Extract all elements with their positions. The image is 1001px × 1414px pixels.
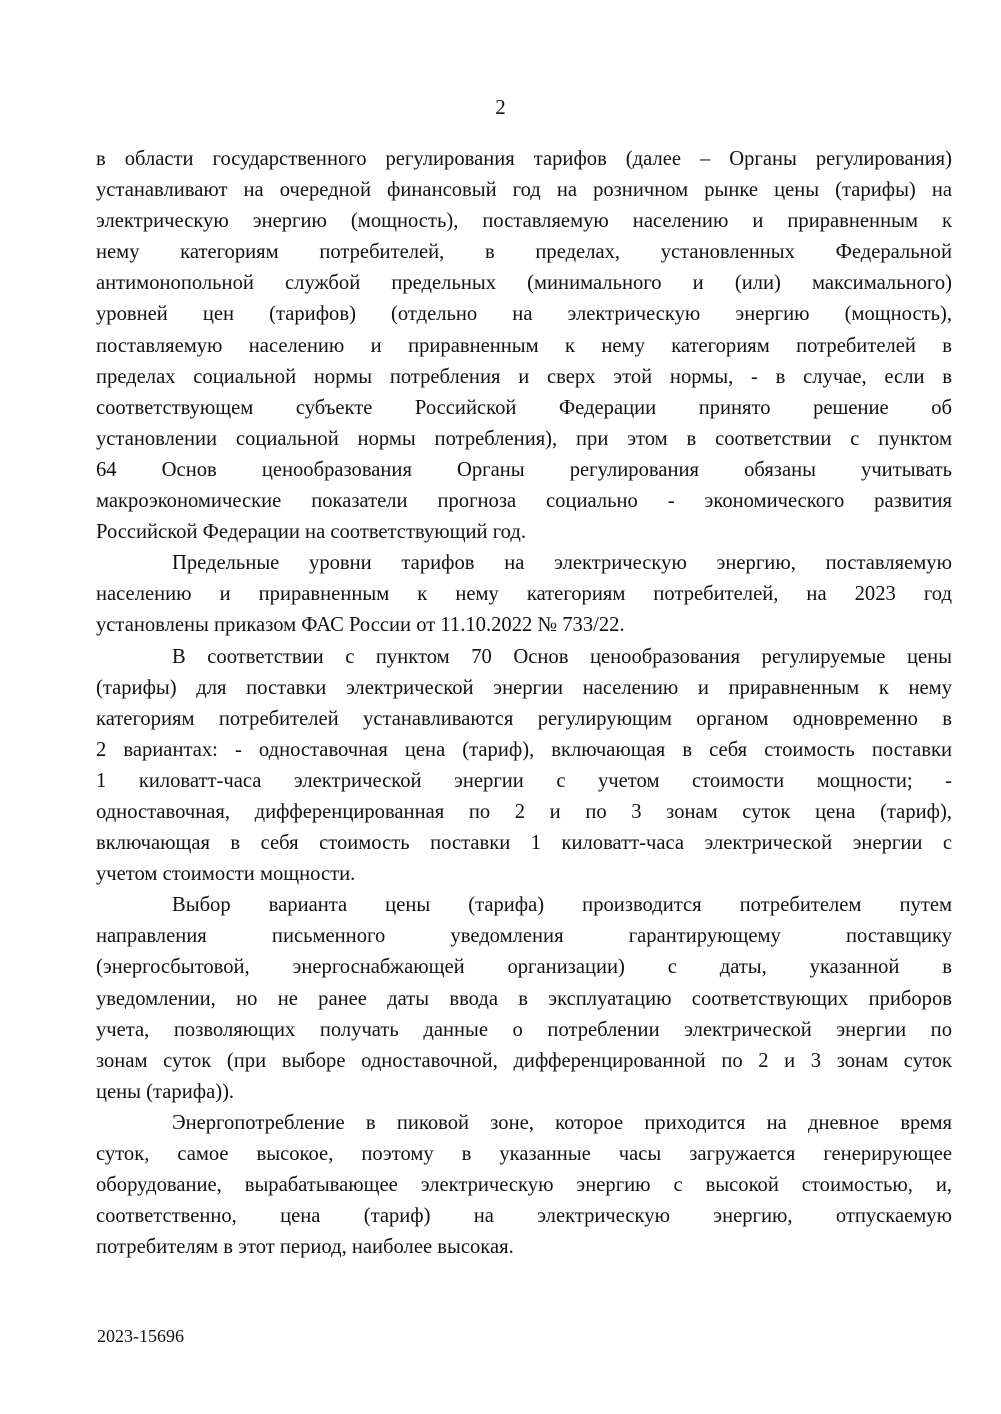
paragraph-line: уведомлении, но не ранее даты ввода в эксплуатацию соответствующих приборов	[96, 987, 952, 1010]
document-registration-number: 2023-15696	[97, 1326, 184, 1346]
paragraph	[96, 642, 952, 891]
paragraph-line: оборудование, вырабатывающее электрическую энергию с высокой стоимостью, и,	[96, 1174, 952, 1197]
paragraph	[96, 1108, 952, 1263]
paragraph-line: 64 Основ ценообразования Органы регулирования обязаны учитывать	[96, 458, 952, 481]
paragraph-line: установлении социальной нормы потребления), при этом в соответствии с пунктом	[96, 427, 952, 450]
paragraph-line: уровней цен (тарифов) (отдельно на электрическую энергию (мощность),	[96, 303, 952, 326]
paragraph-line: В соответствии с пунктом 70 Основ ценообразования регулируемые цены	[172, 645, 952, 668]
paragraph-line: Выбор варианта цены (тарифа) производится потребителем путем	[172, 894, 952, 917]
paragraph-line: категориям потребителей устанавливаются регулирующим органом одновременно в	[96, 707, 952, 730]
paragraph-line: пределах социальной нормы потребления и сверх этой нормы, - в случае, если в	[96, 365, 952, 388]
document-body	[96, 144, 952, 1263]
paragraph-line: нему категориям потребителей, в пределах, установленных Федеральной	[96, 241, 952, 264]
paragraph	[96, 144, 952, 548]
paragraph-line: включающая в себя стоимость поставки 1 киловатт-часа электрической энергии с	[96, 832, 952, 855]
paragraph-line: одноставочная, дифференцированная по 2 и по 3 зонам суток цена (тариф),	[96, 800, 952, 823]
paragraph-line: установлены приказом ФАС России от 11.10.2022 № 733/22.	[96, 614, 625, 637]
paragraph-line: суток, самое высокое, поэтому в указанные часы загружается генерирующее	[96, 1143, 952, 1165]
paragraph-line: в области государственного регулирования тарифов (далее – Органы регулирования)	[96, 148, 952, 170]
paragraph-line: макроэкономические показатели прогноза социально - экономического развития	[96, 490, 952, 513]
paragraph-line: учетом стоимости мощности.	[96, 863, 356, 886]
paragraph-line: учета, позволяющих получать данные о потреблении электрической энергии по	[96, 1018, 952, 1041]
paragraph-line: соответственно, цена (тариф) на электрическую энергию, отпускаемую	[96, 1205, 952, 1228]
paragraph-line: цены (тарифа)).	[96, 1080, 235, 1103]
paragraph-line: потребителям в этот период, наиболее высокая.	[96, 1236, 514, 1259]
paragraph	[96, 890, 952, 1108]
paragraph-line: Энергопотребление в пиковой зоне, которое приходится на дневное время	[172, 1111, 952, 1134]
paragraph-line: устанавливают на очередной финансовый год на розничном рынке цены (тарифы) на	[96, 179, 952, 202]
paragraph-line: направления письменного уведомления гарантирующему поставщику	[96, 925, 952, 948]
paragraph-line: 2 вариантах: - одноставочная цена (тариф), включающая в себя стоимость поставки	[96, 738, 952, 761]
paragraph-line: Предельные уровни тарифов на электрическую энергию, поставляемую	[172, 552, 952, 575]
paragraph-line: поставляемую населению и приравненным к нему категориям потребителей в	[96, 334, 952, 357]
paragraph-line: (тарифы) для поставки электрической энергии населению и приравненным к нему	[96, 676, 952, 699]
paragraph-line: электрическую энергию (мощность), поставляемую населению и приравненным к	[96, 210, 952, 233]
paragraph-line: Российской Федерации на соответствующий год.	[96, 521, 526, 544]
paragraph-line: антимонопольной службой предельных (минимального и (или) максимального)	[96, 272, 952, 295]
paragraph-line: 1 киловатт-часа электрической энергии с учетом стоимости мощности; -	[96, 769, 952, 792]
paragraph	[96, 548, 952, 641]
paragraph-line: населению и приравненным к нему категориям потребителей, на 2023 год	[96, 583, 952, 606]
paragraph-line: соответствующем субъекте Российской Федерации принято решение об	[96, 396, 952, 419]
paragraph-line: (энергосбытовой, энергоснабжающей организации) с даты, указанной в	[96, 956, 952, 979]
page-number: 2	[495, 95, 506, 119]
paragraph-line: зонам суток (при выборе одноставочной, дифференцированной по 2 и 3 зонам суток	[96, 1049, 952, 1072]
